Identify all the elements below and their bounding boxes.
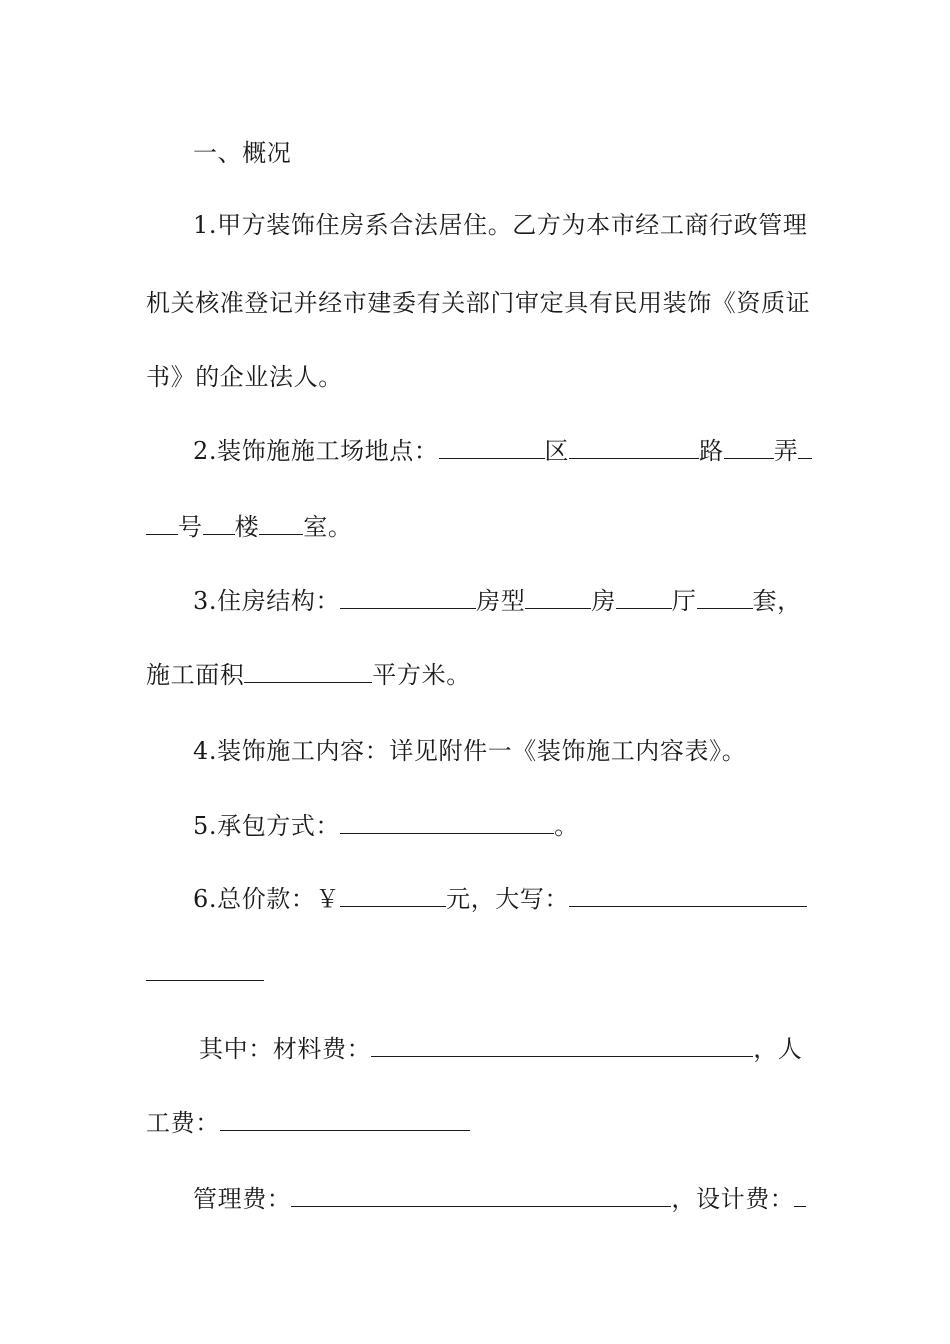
material-fee-label: 其中：材料费： <box>199 1035 372 1063</box>
area-unit: 平方米。 <box>372 661 471 689</box>
house-type-label: 房型 <box>476 587 526 615</box>
building-label: 楼 <box>234 513 260 541</box>
paragraph-7-line-1 <box>199 1033 802 1065</box>
paragraph-1-line-3: 书》的企业法人。 <box>146 363 343 391</box>
paragraph-7-line-2 <box>146 1107 470 1139</box>
yuan-label: 元，大写： <box>446 885 570 913</box>
management-fee-blank[interactable] <box>291 1184 671 1207</box>
building-blank[interactable] <box>203 512 235 535</box>
area-label: 施工面积 <box>146 661 245 689</box>
number-blank[interactable] <box>146 512 178 535</box>
paragraph-8 <box>193 1183 806 1215</box>
paragraph-3-line-1 <box>193 585 802 617</box>
total-price-label: 6.总价款：￥ <box>193 885 341 913</box>
design-fee-blank[interactable] <box>794 1184 806 1207</box>
paragraph-2-line-2 <box>146 511 352 543</box>
rooms-blank[interactable] <box>525 586 591 609</box>
material-fee-blank[interactable] <box>371 1034 753 1057</box>
section-heading: 一、概况 <box>193 139 292 167</box>
sets-blank[interactable] <box>697 586 753 609</box>
total-price-blank[interactable] <box>340 884 446 907</box>
management-fee-label: 管理费： <box>193 1185 292 1213</box>
site-location-label: 2.装饰施施工场地点： <box>193 437 439 465</box>
paragraph-6-line-1 <box>193 883 807 915</box>
capital-amount-blank[interactable] <box>569 884 807 907</box>
labor-fee-start: ，人 <box>753 1035 803 1063</box>
structure-blank[interactable] <box>340 586 476 609</box>
contract-method-blank[interactable] <box>340 811 554 834</box>
contract-method-end: 。 <box>554 812 579 840</box>
halls-label: 厅 <box>671 587 697 615</box>
design-fee-label: ，设计费： <box>671 1185 795 1213</box>
room-label: 室。 <box>303 513 353 541</box>
paragraph-3-line-2 <box>146 659 471 691</box>
paragraph-1-line-2: 机关核准登记并经市建委有关部门审定具有民用装饰《资质证 <box>146 289 811 317</box>
district-label: 区 <box>544 437 570 465</box>
district-blank[interactable] <box>439 436 545 459</box>
structure-label: 3.住房结构： <box>193 587 341 615</box>
area-blank[interactable] <box>244 660 372 683</box>
lane-blank[interactable] <box>724 436 774 459</box>
sets-label: 套， <box>752 587 802 615</box>
paragraph-5 <box>193 810 579 842</box>
lane-label: 弄 <box>773 437 799 465</box>
labor-fee-blank[interactable] <box>220 1108 470 1131</box>
room-blank[interactable] <box>259 512 303 535</box>
paragraph-6-line-2 <box>146 957 264 989</box>
road-label: 路 <box>699 437 724 465</box>
labor-fee-label: 工费： <box>146 1109 220 1137</box>
contract-method-label: 5.承包方式： <box>193 812 341 840</box>
paragraph-4: 4.装饰施工内容：详见附件一《装饰施工内容表》。 <box>193 737 747 765</box>
road-blank[interactable] <box>569 436 699 459</box>
number-blank-start[interactable] <box>798 436 812 459</box>
paragraph-1-line-1: 1.甲方装饰住房系合法居住。乙方为本市经工商行政管理 <box>193 211 808 239</box>
rooms-label: 房 <box>591 587 616 615</box>
paragraph-2-line-1 <box>193 435 812 467</box>
number-label: 号 <box>178 513 203 541</box>
halls-blank[interactable] <box>616 586 672 609</box>
capital-amount-blank-continued[interactable] <box>146 958 264 981</box>
